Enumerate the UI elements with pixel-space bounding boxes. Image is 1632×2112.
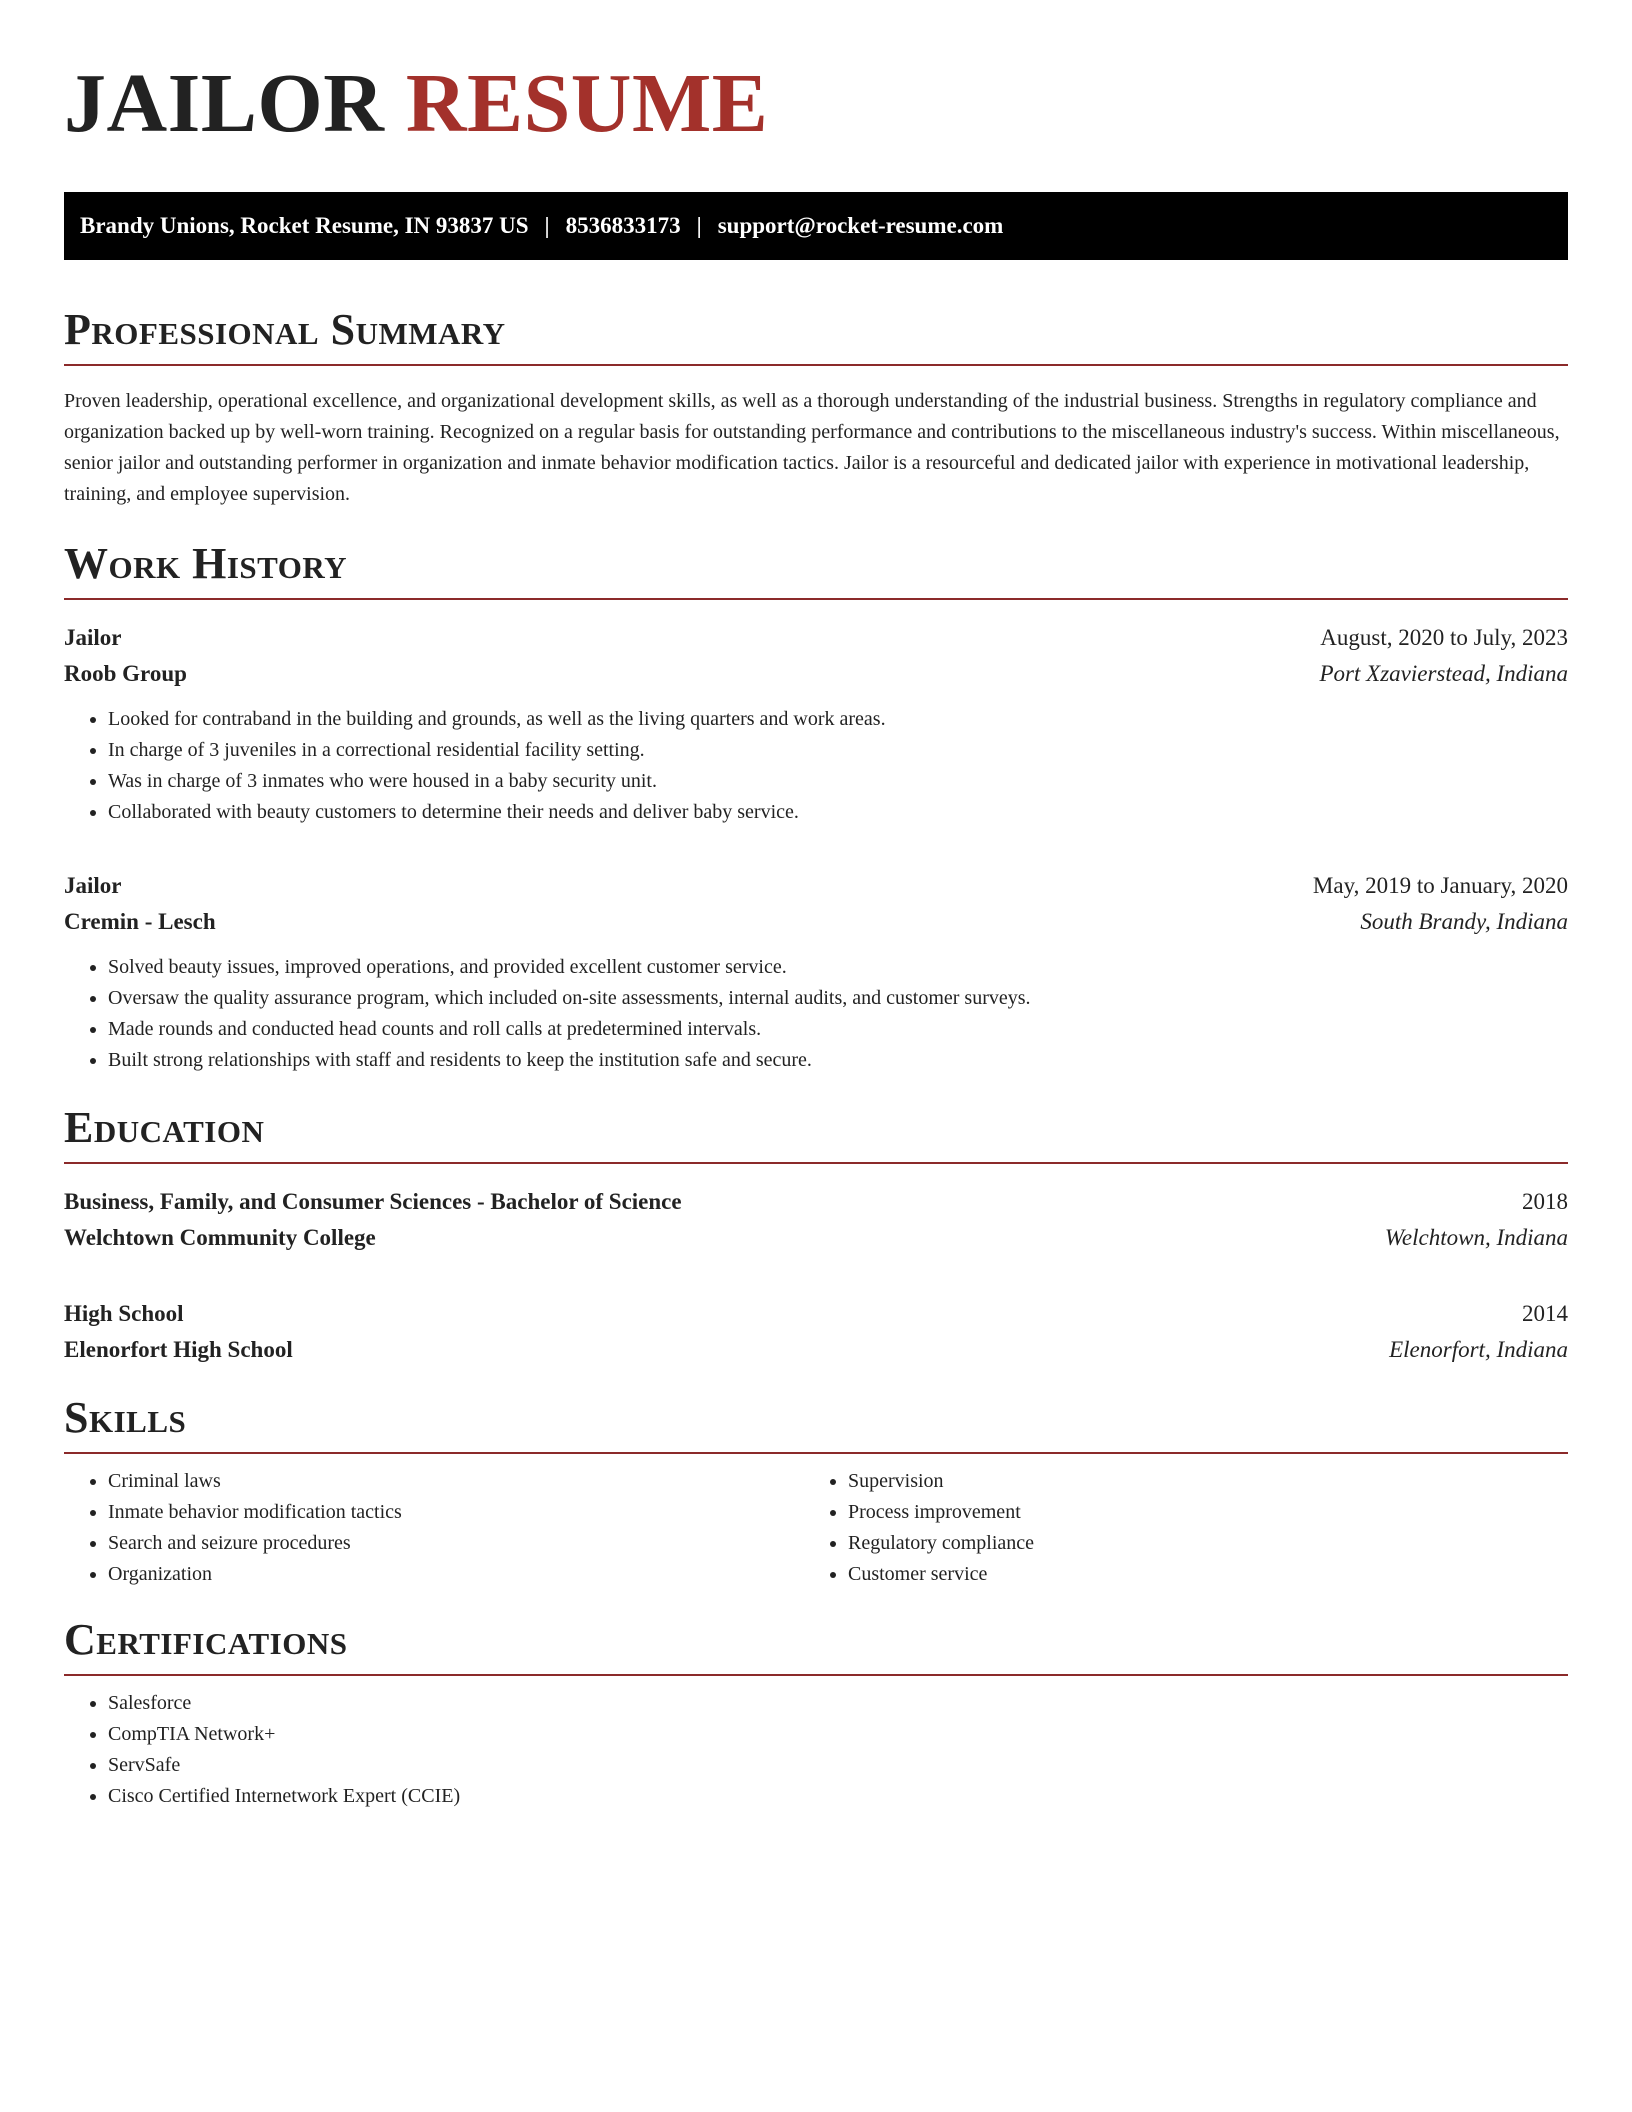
education-school: Welchtown Community College (64, 1225, 376, 1250)
education-location: Welchtown, Indiana (1384, 1225, 1568, 1250)
certifications-section (64, 1614, 1568, 1812)
section-heading-education: Education (64, 1103, 265, 1152)
section-heading-summary: Professional Summary (64, 305, 506, 354)
job-bullet: • Was in charge of 3 inmates who were housed in a baby security unit. (108, 766, 1568, 797)
job-bullet: • Built strong relationships with staff and residents to keep the institution safe and secure. (108, 1045, 1568, 1076)
job-title: Jailor (64, 625, 122, 650)
education-school: Elenorfort High School (64, 1337, 293, 1362)
job-location: South Brandy, Indiana (1360, 909, 1568, 934)
education-year: 2018 (1522, 1189, 1568, 1214)
section-heading-work-history: Work History (64, 539, 348, 588)
certification-item: • CompTIA Network+ (108, 1719, 1568, 1750)
contact-phone: 8536833173 (565, 213, 681, 238)
job-company: Roob Group (64, 661, 187, 686)
summary-text: Proven leadership, operational excellence, and organizational development skills, as well as a thorough understanding of the industrial business. Strengths in regulatory compliance and organization backed up by well-worn training. Recognized on a regular basis for outstanding performance and contributions to the miscellaneous industry's success. Within miscellaneous, senior jailor and outstanding performer in organization and inmate behavior modification tactics. Jailor is a resourceful and dedicated jailor with experience in motivational leadership, training, and employee supervision. (64, 390, 1560, 505)
skill-item: • Inmate behavior modification tactics (108, 1497, 804, 1528)
section-divider (64, 1452, 1568, 1454)
education-degree: Business, Family, and Consumer Sciences - Bachelor of Science (64, 1189, 682, 1214)
section-divider (64, 1674, 1568, 1676)
job-bullet: • In charge of 3 juveniles in a correctional residential facility setting. (108, 735, 1568, 766)
certifications-list (64, 1688, 1568, 1812)
job-bullets (64, 704, 1568, 828)
job-bullet: • Looked for contraband in the building and grounds, as well as the living quarters and work areas. (108, 704, 1568, 735)
section-heading-certifications: Certifications (64, 1615, 348, 1664)
title-second-word: RESUME (405, 57, 769, 150)
education-degree: High School (64, 1301, 184, 1326)
title-first-word: JAILOR (64, 57, 385, 150)
skills-list-right (804, 1466, 1544, 1590)
contact-separator: | (544, 213, 550, 238)
job-dates: May, 2019 to January, 2020 (1312, 873, 1568, 898)
skill-item: • Organization (108, 1559, 804, 1590)
section-divider (64, 598, 1568, 600)
skills-columns (64, 1466, 1568, 1590)
education-entry (64, 1184, 1568, 1256)
skill-item: • Supervision (848, 1466, 1544, 1497)
summary-section (64, 304, 1568, 510)
education-entry (64, 1296, 1568, 1368)
job-bullets (64, 952, 1568, 1076)
job-bullet: • Oversaw the quality assurance program, which included on-site assessments, internal audits, and customer surveys. (108, 983, 1568, 1014)
skills-list-left (64, 1466, 804, 1590)
skill-item: • Search and seizure procedures (108, 1528, 804, 1559)
section-divider (64, 364, 1568, 366)
job-bullet: • Solved beauty issues, improved operations, and provided excellent customer service. (108, 952, 1568, 983)
job-location: Port Xzavierstead, Indiana (1319, 661, 1568, 686)
education-year: 2014 (1522, 1301, 1568, 1326)
job-bullet: • Made rounds and conducted head counts and roll calls at predetermined intervals. (108, 1014, 1568, 1045)
education-location: Elenorfort, Indiana (1389, 1337, 1568, 1362)
certification-item: • Salesforce (108, 1688, 1568, 1719)
job-title: Jailor (64, 873, 122, 898)
job-bullet: • Collaborated with beauty customers to determine their needs and deliver baby service. (108, 797, 1568, 828)
section-divider (64, 1162, 1568, 1164)
job-entry (64, 868, 1568, 1076)
education-section (64, 1102, 1568, 1368)
skill-item: • Process improvement (848, 1497, 1544, 1528)
contact-separator: | (696, 213, 702, 238)
contact-email[interactable]: support@rocket-resume.com (717, 213, 1004, 238)
contact-bar (64, 192, 1568, 260)
section-heading-skills: Skills (64, 1393, 187, 1442)
certification-item: • Cisco Certified Internetwork Expert (CCIE) (108, 1781, 1568, 1812)
certification-item: • ServSafe (108, 1750, 1568, 1781)
resume-title (64, 56, 1568, 152)
job-company: Cremin - Lesch (64, 909, 216, 934)
skill-item: • Criminal laws (108, 1466, 804, 1497)
skills-section (64, 1392, 1568, 1590)
job-dates: August, 2020 to July, 2023 (1320, 625, 1568, 650)
job-entry (64, 620, 1568, 828)
skill-item: • Regulatory compliance (848, 1528, 1544, 1559)
skill-item: • Customer service (848, 1559, 1544, 1590)
work-history-section (64, 538, 1568, 1076)
contact-address: Brandy Unions, Rocket Resume, IN 93837 US (80, 213, 529, 238)
